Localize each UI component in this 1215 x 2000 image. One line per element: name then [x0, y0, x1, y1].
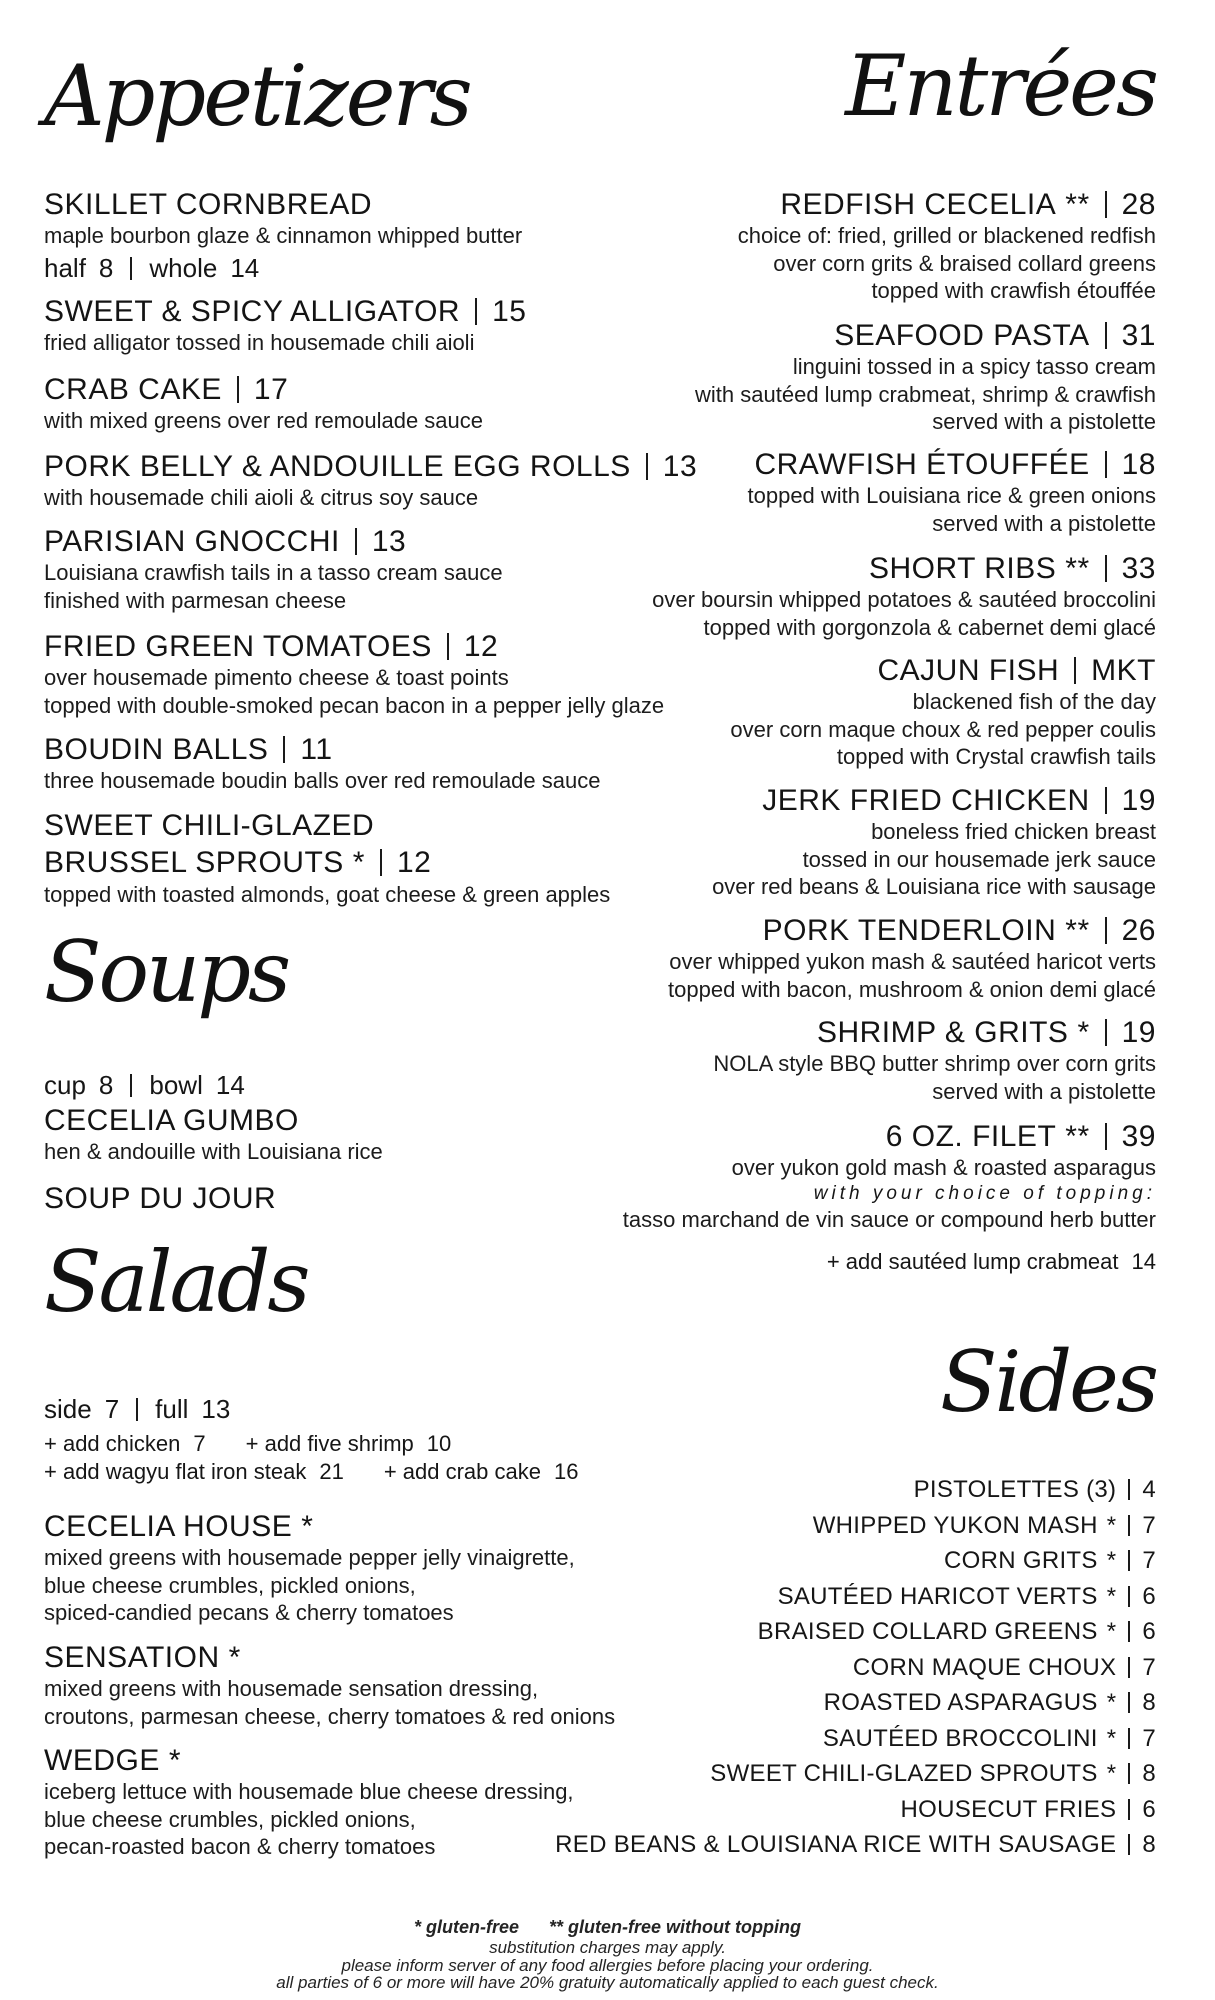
item-price: 31 — [1121, 319, 1156, 352]
side-price: 6 — [1142, 1582, 1156, 1610]
item-desc: spiced-candied pecans & cherry tomatoes — [44, 1600, 454, 1625]
price-divider — [1105, 555, 1107, 582]
item-stars: * — [1077, 1016, 1090, 1049]
price-divider — [1128, 1479, 1130, 1500]
addon-label: + add five shrimp — [245, 1431, 414, 1456]
item-stars: * — [352, 846, 365, 879]
item-stars: ** — [1065, 1120, 1090, 1153]
price-divider — [1128, 1692, 1130, 1713]
item-desc: over red beans & Louisiana rice with sausage — [712, 874, 1156, 899]
item-price: 11 — [300, 733, 333, 766]
price-divider — [1128, 1763, 1130, 1784]
side-item — [520, 1756, 1156, 1792]
size-price: 8 — [98, 1070, 114, 1100]
item-desc: with housemade chili aioli & citrus soy sauce — [44, 485, 479, 510]
item-desc: pecan-roasted bacon & cherry tomatoes — [44, 1834, 436, 1859]
price-divider — [1128, 1550, 1130, 1571]
item-desc: croutons, parmesan cheese, cherry tomatoes & red onions — [44, 1703, 616, 1729]
item-name-line: SWEET CHILI-GLAZED — [44, 809, 375, 842]
item-stars: * — [1106, 1689, 1117, 1716]
item-stars: ** — [1065, 188, 1090, 221]
item-desc: tossed in our housemade jerk sauce — [802, 846, 1156, 872]
size-price: 7 — [104, 1394, 120, 1424]
item-desc: boneless fried chicken breast — [871, 819, 1156, 844]
addon-label: + add sautéed lump crabmeat — [826, 1249, 1119, 1274]
item-name-line — [520, 188, 1156, 222]
side-price: 4 — [1142, 1476, 1156, 1503]
item-desc: over boursin whipped potatoes & sautéed broccolini — [652, 587, 1156, 612]
addon-price: 21 — [319, 1459, 344, 1484]
size-price: 13 — [201, 1394, 231, 1424]
item-stars: * — [228, 1641, 241, 1674]
topping-note: with your choice of topping: — [813, 1182, 1156, 1204]
item-price: 13 — [662, 450, 698, 483]
addon-price: 16 — [553, 1459, 579, 1484]
side-price: 8 — [1142, 1689, 1156, 1716]
addon-label: + add chicken — [44, 1431, 181, 1456]
side-price: 6 — [1142, 1618, 1156, 1645]
side-label: RED BEANS & LOUISIANA RICE WITH SAUSAGE — [555, 1831, 1117, 1858]
size-label: side — [44, 1394, 92, 1424]
side-label: BRAISED COLLARD GREENS — [757, 1618, 1098, 1645]
size-price: 8 — [98, 252, 114, 283]
item-desc: choice of: fried, grilled or blackened redfish — [737, 223, 1156, 248]
side-label: SWEET CHILI-GLAZED SPROUTS — [710, 1760, 1098, 1787]
item-desc: mixed greens with housemade sensation dressing, — [44, 1676, 539, 1701]
item-desc: blue cheese crumbles, pickled onions, — [44, 1806, 416, 1832]
item-desc: Louisiana crawfish tails in a tasso cream sauce — [44, 560, 503, 585]
menu-item-6oz-filet — [520, 1120, 1156, 1233]
side-price: 7 — [1142, 1724, 1156, 1752]
price-divider — [1105, 1123, 1107, 1150]
price-divider — [1128, 1728, 1130, 1749]
item-name: CAJUN FISH — [877, 654, 1060, 687]
item-desc: hen & andouille with Louisiana rice — [44, 1139, 383, 1164]
side-label: HOUSECUT FRIES — [900, 1795, 1117, 1823]
price-divider — [1105, 1019, 1107, 1046]
price-divider — [1128, 1799, 1130, 1820]
item-desc: iceberg lettuce with housemade blue cheese dressing, — [44, 1779, 574, 1804]
item-stars: * — [1106, 1760, 1117, 1787]
item-stars: * — [1106, 1511, 1117, 1539]
item-desc: over whipped yukon mash & sautéed haricot verts — [669, 949, 1156, 974]
side-item — [520, 1543, 1156, 1579]
price-divider — [130, 257, 132, 280]
item-desc: over yukon gold mash & roasted asparagus — [731, 1155, 1156, 1180]
side-price: 8 — [1142, 1760, 1156, 1787]
item-price: 12 — [463, 630, 499, 663]
item-desc: tasso marchand de vin sauce or compound herb butter — [622, 1206, 1156, 1232]
menu-item-shrimp-and-grits — [520, 1016, 1156, 1105]
price-divider — [355, 528, 357, 555]
item-desc: with sautéed lump crabmeat, shrimp & crawfish — [695, 381, 1156, 407]
item-stars: * — [301, 1510, 314, 1543]
item-desc: served with a pistolette — [932, 1078, 1156, 1104]
size-label: cup — [44, 1070, 86, 1100]
item-desc: served with a pistolette — [932, 409, 1156, 434]
item-price: 13 — [371, 525, 407, 558]
side-label: PISTOLETTES (3) — [913, 1476, 1117, 1503]
item-name: SENSATION — [44, 1641, 220, 1674]
item-desc: topped with bacon, mushroom & onion demi glacé — [668, 976, 1156, 1002]
item-name-line — [520, 654, 1156, 688]
price-divider — [1128, 1586, 1130, 1607]
section-title-salads: Salads — [44, 1233, 308, 1331]
item-name: 6 OZ. FILET — [885, 1120, 1057, 1153]
side-price: 7 — [1142, 1547, 1156, 1574]
item-name: JERK FRIED CHICKEN — [762, 784, 1090, 817]
price-divider — [1128, 1834, 1130, 1855]
size-label: bowl — [149, 1070, 203, 1100]
addon-price: 14 — [1131, 1249, 1156, 1274]
item-desc: topped with toasted almonds, goat cheese & green apples — [44, 882, 611, 907]
side-label: CORN GRITS — [944, 1547, 1098, 1574]
item-name: REDFISH CECELIA — [780, 188, 1057, 221]
item-name: CRAB CAKE — [44, 373, 222, 406]
item-price: 28 — [1121, 188, 1156, 221]
price-divider — [136, 1398, 138, 1421]
item-name: FRIED GREEN TOMATOES — [44, 630, 432, 663]
side-label: WHIPPED YUKON MASH — [812, 1511, 1098, 1539]
item-price: 19 — [1121, 784, 1156, 817]
side-price: 8 — [1142, 1831, 1156, 1858]
menu-item-jerk-fried-chicken — [520, 784, 1156, 901]
footer-allergy-note: please inform server of any food allergies before placing your ordering. — [341, 1955, 874, 1975]
item-stars: * — [168, 1744, 182, 1777]
item-desc: NOLA style BBQ butter shrimp over corn grits — [713, 1051, 1156, 1076]
footer-note-part: * gluten-free — [414, 1917, 520, 1937]
right-column — [520, 0, 1156, 2000]
side-label: CORN MAQUE CHOUX — [852, 1653, 1117, 1681]
side-item — [520, 1472, 1156, 1508]
item-desc: over corn grits & braised collard greens — [773, 250, 1156, 276]
item-price: 17 — [253, 373, 289, 406]
size-price: 14 — [215, 1070, 245, 1100]
price-divider — [380, 849, 382, 876]
item-desc: blackened fish of the day — [912, 689, 1156, 714]
size-label: full — [155, 1394, 189, 1424]
side-label: ROASTED ASPARAGUS — [823, 1689, 1098, 1716]
item-desc: topped with crawfish étouffée — [871, 278, 1156, 303]
price-divider — [1105, 787, 1107, 814]
side-label: SAUTÉED HARICOT VERTS — [777, 1582, 1098, 1610]
item-desc: topped with double-smoked pecan bacon in a pepper jelly glaze — [44, 692, 665, 718]
side-item — [520, 1508, 1156, 1544]
price-divider — [1128, 1657, 1130, 1678]
footer-notes — [0, 1916, 1215, 1992]
item-desc: mixed greens with housemade pepper jelly vinaigrette, — [44, 1545, 575, 1570]
item-price: 26 — [1121, 914, 1156, 947]
price-divider — [130, 1074, 132, 1097]
addon-label: + add wagyu flat iron steak — [44, 1459, 307, 1484]
entree-addon-crabmeat — [520, 1248, 1156, 1276]
item-stars: ** — [1065, 552, 1090, 585]
item-price: 18 — [1121, 448, 1156, 481]
item-desc: topped with Crystal crawfish tails — [836, 744, 1156, 769]
price-divider — [1105, 451, 1107, 478]
item-price: 12 — [396, 846, 432, 879]
item-price: 15 — [492, 295, 527, 328]
item-name: SWEET & SPICY ALLIGATOR — [44, 295, 461, 328]
item-price: 39 — [1121, 1120, 1156, 1153]
item-name: PORK BELLY & ANDOUILLE EGG ROLLS — [44, 450, 631, 483]
side-item — [520, 1721, 1156, 1757]
item-stars: ** — [1065, 914, 1090, 947]
section-title-entrees: Entrées — [845, 37, 1156, 135]
menu-item-short-ribs — [520, 552, 1156, 641]
item-desc: finished with parmesan cheese — [44, 587, 347, 613]
item-name: SOUP DU JOUR — [44, 1182, 277, 1215]
section-title-sides: Sides — [940, 1333, 1156, 1431]
item-name: CRAWFISH ÉTOUFFÉE — [754, 448, 1090, 481]
item-name-line — [520, 448, 1156, 482]
item-name: SHORT RIBS — [868, 552, 1057, 585]
item-desc: served with a pistolette — [932, 510, 1156, 536]
item-name: BRUSSEL SPROUTS — [44, 846, 344, 879]
item-desc: with mixed greens over red remoulade sauce — [44, 408, 484, 433]
price-divider — [1128, 1515, 1130, 1536]
menu-item-seafood-pasta — [520, 319, 1156, 436]
side-item — [520, 1650, 1156, 1686]
side-price: 7 — [1142, 1653, 1156, 1681]
price-divider — [1128, 1621, 1130, 1642]
price-divider — [447, 633, 449, 660]
item-desc: topped with Louisiana rice & green onions — [747, 483, 1156, 508]
footer-gratuity-note: all parties of 6 or more will have 20% gratuity automatically applied to each guest check. — [276, 1973, 939, 1992]
price-divider — [1105, 322, 1107, 349]
footer-substitution-note: substitution charges may apply. — [489, 1938, 726, 1957]
size-price: 14 — [230, 252, 260, 283]
item-name: CECELIA HOUSE — [44, 1510, 293, 1543]
section-title-soups: Soups — [44, 923, 289, 1021]
item-desc: fried alligator tossed in housemade chili aioli — [44, 330, 475, 355]
item-name-line — [520, 552, 1156, 586]
item-name: BOUDIN BALLS — [44, 733, 269, 766]
menu-item-crawfish-etouffee — [520, 448, 1156, 537]
item-name: PORK TENDERLOIN — [762, 914, 1057, 947]
item-name-line — [520, 914, 1156, 948]
price-divider — [283, 736, 285, 763]
item-stars: * — [1106, 1724, 1117, 1752]
price-divider — [237, 376, 239, 403]
price-divider — [1105, 917, 1107, 944]
side-item — [520, 1614, 1156, 1650]
item-desc: three housemade boudin balls over red remoulade sauce — [44, 768, 601, 793]
section-title-appetizers: Appetizers — [44, 47, 470, 145]
menu-item-cajun-fish — [520, 654, 1156, 771]
side-item — [520, 1685, 1156, 1721]
item-desc: linguini tossed in a spicy tasso cream — [792, 354, 1156, 379]
item-price: MKT — [1091, 654, 1156, 687]
item-name: SEAFOOD PASTA — [834, 319, 1090, 352]
item-price: 19 — [1121, 1016, 1156, 1049]
addon-label: + add crab cake — [383, 1459, 541, 1484]
item-price: 33 — [1121, 552, 1156, 585]
item-name-line — [520, 319, 1156, 353]
menu-item-redfish-cecelia — [520, 188, 1156, 305]
addon-price: 10 — [426, 1431, 452, 1456]
item-name-line — [520, 784, 1156, 818]
item-name-line — [520, 1120, 1156, 1154]
footer-note-part: ** gluten-free without topping — [549, 1917, 801, 1937]
side-item — [520, 1827, 1156, 1863]
price-divider — [475, 298, 477, 325]
item-name: WEDGE — [44, 1744, 160, 1777]
item-stars: * — [1106, 1582, 1117, 1610]
price-divider — [1074, 657, 1076, 684]
item-name: PARISIAN GNOCCHI — [44, 525, 340, 558]
item-stars: * — [1106, 1547, 1117, 1574]
addon-price: 7 — [193, 1431, 206, 1456]
item-name-line — [520, 1016, 1156, 1050]
item-desc: over corn maque choux & red pepper coulis — [730, 716, 1156, 742]
price-divider — [1105, 191, 1107, 218]
side-price: 7 — [1142, 1511, 1156, 1539]
item-name: CECELIA GUMBO — [44, 1104, 299, 1137]
item-desc: topped with gorgonzola & cabernet demi glacé — [703, 614, 1156, 640]
menu-item-pork-tenderloin — [520, 914, 1156, 1003]
item-stars: * — [1106, 1618, 1117, 1645]
item-desc: over housemade pimento cheese & toast points — [44, 665, 509, 690]
side-item — [520, 1792, 1156, 1828]
item-name: SHRIMP & GRITS — [816, 1016, 1069, 1049]
footer-gluten-free-note — [0, 1916, 1215, 1939]
sides-list — [520, 1472, 1156, 1863]
side-item — [520, 1579, 1156, 1615]
item-name: SKILLET CORNBREAD — [44, 188, 373, 221]
item-desc: maple bourbon glaze & cinnamon whipped butter — [44, 223, 523, 248]
item-desc: blue cheese crumbles, pickled onions, — [44, 1572, 416, 1598]
side-label: SAUTÉED BROCCOLINI — [822, 1724, 1098, 1752]
size-label: half — [44, 252, 86, 283]
side-price: 6 — [1142, 1795, 1156, 1823]
size-label: whole — [149, 252, 218, 283]
